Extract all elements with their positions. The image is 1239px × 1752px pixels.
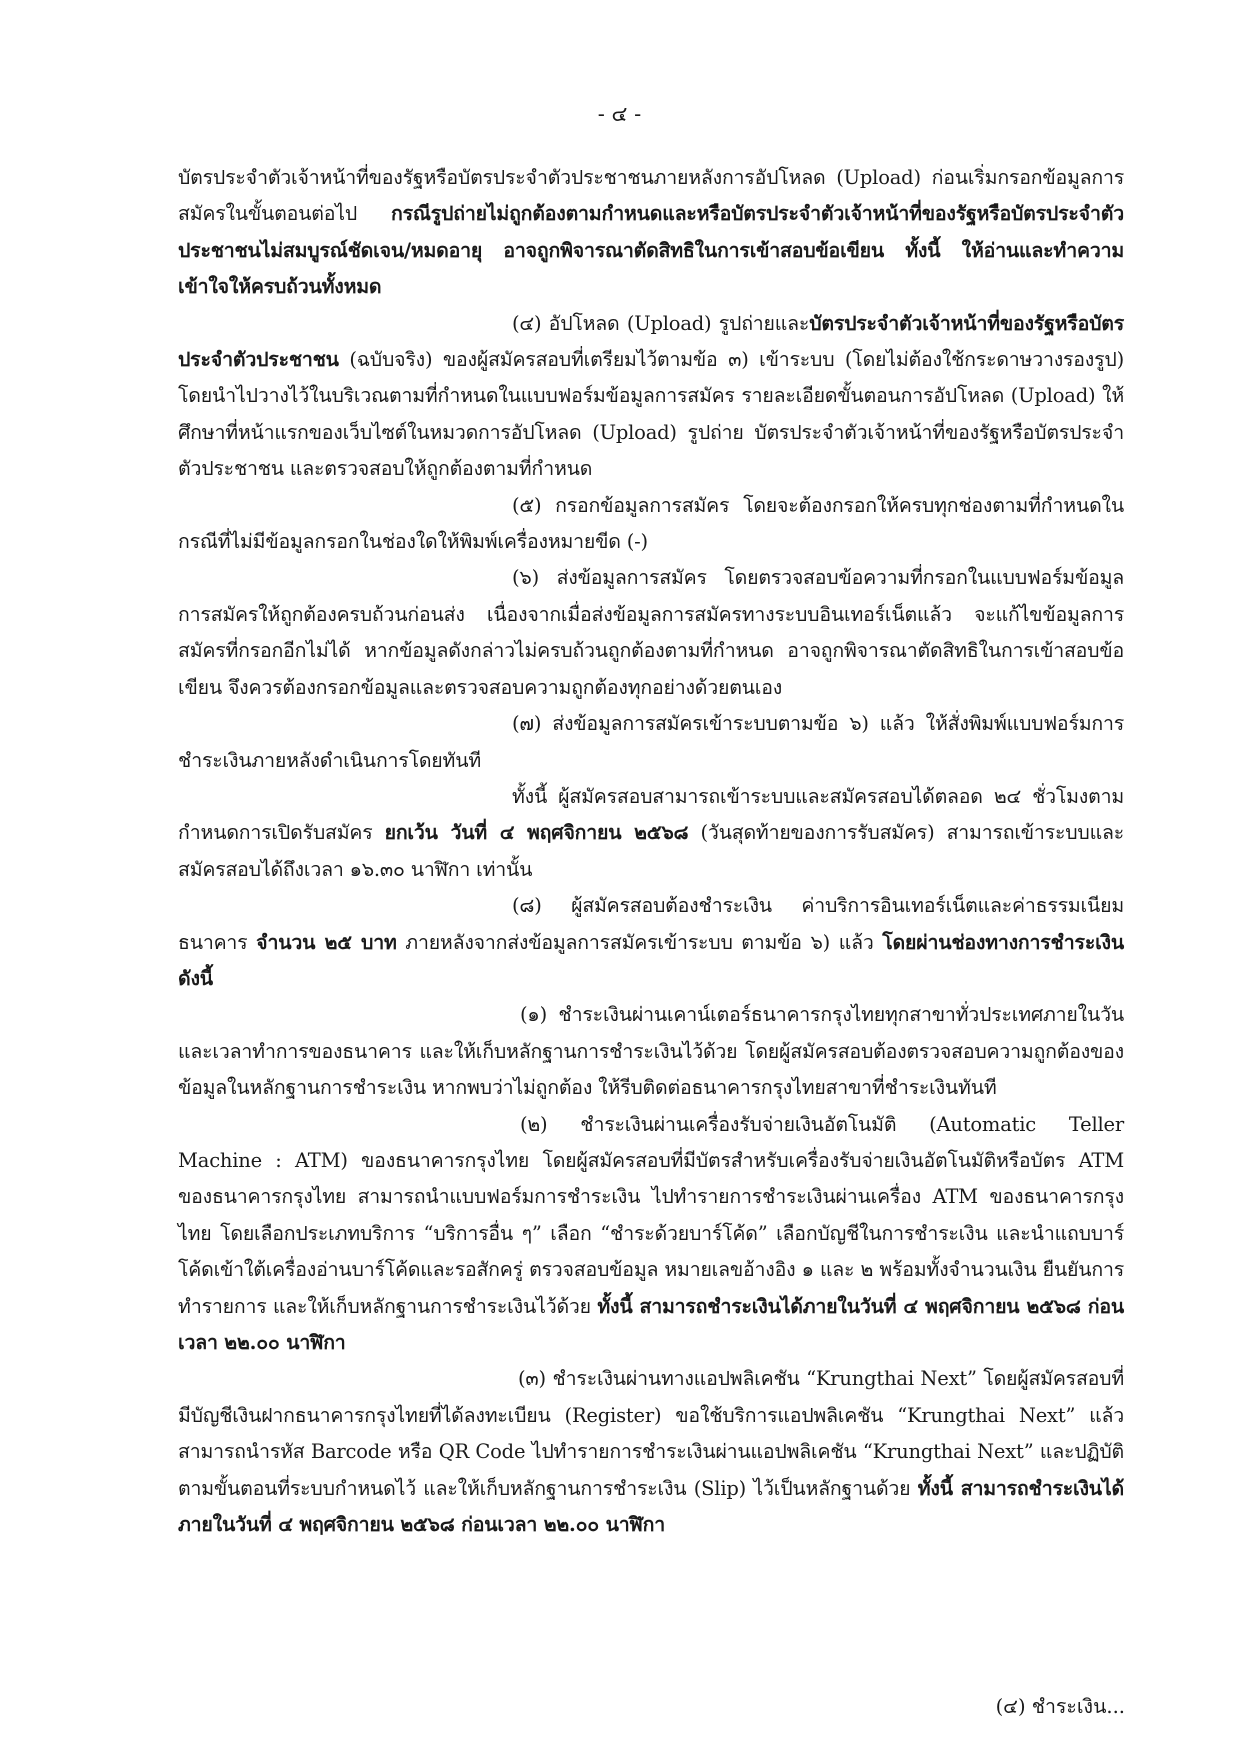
paragraph-item-6-run-1: (๖) ส่งข้อมูลการสมัคร โดยตรวจสอบข้อความที่กรอกในแบบฟอร์มข้อมูลการสมัครให้ถูกต้องครบถ้วนก่อนส่ง เนื่องจากเมื่อส่งข้อมูลการสมัครทางระบบอินเทอร์เน็ตแล้ว จะแก้ไขข้อมูลการสมัครที่กรอกอีกไม่ได้ หากข้อมูลดังกล่าวไม่ครบถ้วนถูกต้องตามที่กำหนด อาจถูกพิจารณาตัดสิทธิในการเข้าสอบข้อเขียน จึงควรต้องกรอกข้อมูลและตรวจสอบความถูกต้องทุกอย่างด้วยตนเอง <box>178 566 1124 699</box>
paragraph-note <box>178 779 1124 888</box>
paragraph-subitem-3-run-2: ทั้งนี้ สามารถชำระเงินได้ภายในวันที่ ๔ พฤศจิกายน ๒๕๖๘ ก่อนเวลา ๒๒.๐๐ นาฬิกา <box>178 1476 1125 1537</box>
paragraph-item-5-run-1: (๕) กรอกข้อมูลการสมัคร โดยจะต้องกรอกให้ครบทุกช่องตามที่กำหนดในกรณีที่ไม่มีข้อมูลกรอกในช่องใดให้พิมพ์เครื่องหมายขีด (-) <box>178 493 1124 554</box>
paragraph-item-8 <box>178 888 1124 997</box>
paragraph-item-6 <box>178 560 1124 706</box>
page-number: - ๔ - <box>597 102 642 126</box>
paragraph-subitem-3-run-1: (๓) ชำระเงินผ่านทางแอปพลิเคชัน “Krungthai Next” โดยผู้สมัครสอบที่มีบัญชีเงินฝากธนาคารกรุงไทยที่ได้ลงทะเบียน (Register) ขอใช้บริการแอปพลิเคชัน “Krungthai Next” แล้ว สามารถนำรหัส Barcode หรือ QR Code ไปทำรายการชำระเงินผ่านแอปพลิเคชัน “Krungthai Next” และปฏิบัติตามขั้นตอนที่ระบบกำหนดไว้ และให้เก็บหลักฐานการชำระเงิน (Slip) ไว้เป็นหลักฐานด้วย <box>178 1367 1124 1500</box>
paragraph-subitem-1-run-1: (๑) ชำระเงินผ่านเคาน์เตอร์ธนาคารกรุงไทยทุกสาขาทั่วประเทศภายในวันและเวลาทำการของธนาคาร และให้เก็บหลักฐานการชำระเงินไว้ด้วย โดยผู้สมัครสอบต้องตรวจสอบความถูกต้องของข้อมูลในหลักฐานการชำระเงิน หากพบว่าไม่ถูกต้อง ให้รีบติดต่อธนาคารกรุงไทยสาขาที่ชำระเงินทันที <box>178 1003 1124 1100</box>
paragraph-subitem-1 <box>178 997 1124 1106</box>
paragraph-item-4-run-3: (ฉบับจริง) ของผู้สมัครสอบที่เตรียมไว้ตามข้อ ๓) เข้าระบบ (โดยไม่ต้องใช้กระดาษวางรองรูป) โดยนำไปวางไว้ในบริเวณตามที่กำหนดในแบบฟอร์มข้อมูลการสมัคร รายละเอียดขั้นตอนการอัปโหลด (Upload) ให้ศึกษาที่หน้าแรกของเว็บไซต์ในหมวดการอัปโหลด (Upload) รูปถ่าย บัตรประจำตัวเจ้าหน้าที่ของรัฐหรือบัตรประจำตัวประชาชน และตรวจสอบให้ถูกต้องตามที่กำหนด <box>178 348 1124 481</box>
paragraph-item-8-run-2: จำนวน ๒๕ บาท <box>256 930 397 954</box>
paragraph-item-7-run-1: (๗) ส่งข้อมูลการสมัครเข้าระบบตามข้อ ๖) แล้ว ให้สั่งพิมพ์แบบฟอร์มการชำระเงินภายหลังดำเนินการโดยทันที <box>178 712 1124 772</box>
paragraph-subitem-2-run-2: ทั้งนี้ สามารถชำระเงินได้ภายในวันที่ ๔ พฤศจิกายน ๒๕๖๘ ก่อนเวลา ๒๒.๐๐ นาฬิกา <box>178 1294 1125 1354</box>
paragraph-item-8-run-4: โดยผ่านช่องทางการชำระเงิน ดังนี้ <box>178 930 1125 990</box>
paragraph-item-4 <box>178 306 1124 488</box>
paragraph-1-run-2: กรณีรูปถ่ายไม่ถูกต้องตามกำหนดและหรือบัตรประจำตัวเจ้าหน้าที่ของรัฐหรือบัตรประจำตัวประชาชนไม่สมบูรณ์ชัดเจน/หมดอายุ อาจถูกพิจารณาตัดสิทธิในการเข้าสอบข้อเขียน ทั้งนี้ ให้อ่านและทำความเข้าใจให้ครบถ้วนทั้งหมด <box>178 202 1124 299</box>
paragraph-1-run-1: บัตรประจำตัวเจ้าหน้าที่ของรัฐหรือบัตรประจำตัวประชาชนภายหลังการอัปโหลด (Upload) ก่อนเริ่มกรอกข้อมูลการสมัครในขั้นตอนต่อไป <box>178 166 1124 226</box>
paragraph-item-4-run-2: บัตรประจำตัวเจ้าหน้าที่ของรัฐหรือบัตรประจำตัวประชาชน <box>178 311 1124 372</box>
paragraph-note-run-1: ทั้งนี้ ผู้สมัครสอบสามารถเข้าระบบและสมัครสอบได้ตลอด ๒๔ ชั่วโมงตามกำหนดการเปิดรับสมัคร <box>178 784 1124 845</box>
document-body <box>178 160 1124 1543</box>
paragraph-item-7 <box>178 706 1124 779</box>
paragraph-subitem-3 <box>178 1361 1124 1543</box>
paragraph-note-run-2: ยกเว้น วันที่ ๔ พฤศจิกายน ๒๕๖๘ <box>384 821 689 845</box>
paragraph-note-run-3: (วันสุดท้ายของการรับสมัคร) สามารถเข้าระบบและสมัครสอบได้ถึงเวลา ๑๖.๓๐ นาฬิกา เท่านั้น <box>178 821 1124 881</box>
paragraph-1 <box>178 160 1124 306</box>
paragraph-item-8-run-3: ภายหลังจากส่งข้อมูลการสมัครเข้าระบบ ตามข้อ ๖) แล้ว <box>396 930 883 954</box>
paragraph-item-4-run-1: (๔) อัปโหลด (Upload) รูปถ่ายและ <box>512 311 810 335</box>
continuation-marker: (๔) ชำระเงิน... <box>995 1695 1125 1718</box>
paragraph-subitem-2-run-1: (๒) ชำระเงินผ่านเครื่องรับจ่ายเงินอัตโนมัติ (Automatic Teller Machine : ATM) ของธนาคารกรุงไทย โดยผู้สมัครสอบที่มีบัตรสำหรับเครื่องรับจ่ายเงินอัตโนมัติหรือบัตร ATM ของธนาคารกรุงไทย สามารถนำแบบฟอร์มการชำระเงิน ไปทำรายการชำระเงินผ่านเครื่อง ATM ของธนาคารกรุงไทย โดยเลือกประเภทบริการ “บริการอื่น ๆ” เลือก “ชำระด้วยบาร์โค้ด” เลือกบัญชีในการชำระเงิน และนำแถบบาร์โค้ดเข้าใต้เครื่องอ่านบาร์โค้ดและรอสักครู่ ตรวจสอบข้อมูล หมายเลขอ้างอิง ๑ และ ๒ พร้อมทั้งจำนวนเงิน ยืนยันการทำรายการ และให้เก็บหลักฐานการชำระเงินไว้ด้วย <box>178 1112 1124 1318</box>
paragraph-item-5 <box>178 488 1124 561</box>
paragraph-subitem-2 <box>178 1107 1124 1362</box>
paragraph-item-8-run-1: (๘) ผู้สมัครสอบต้องชำระเงิน ค่าบริการอินเทอร์เน็ตและค่าธรรมเนียมธนาคาร <box>178 894 1124 954</box>
